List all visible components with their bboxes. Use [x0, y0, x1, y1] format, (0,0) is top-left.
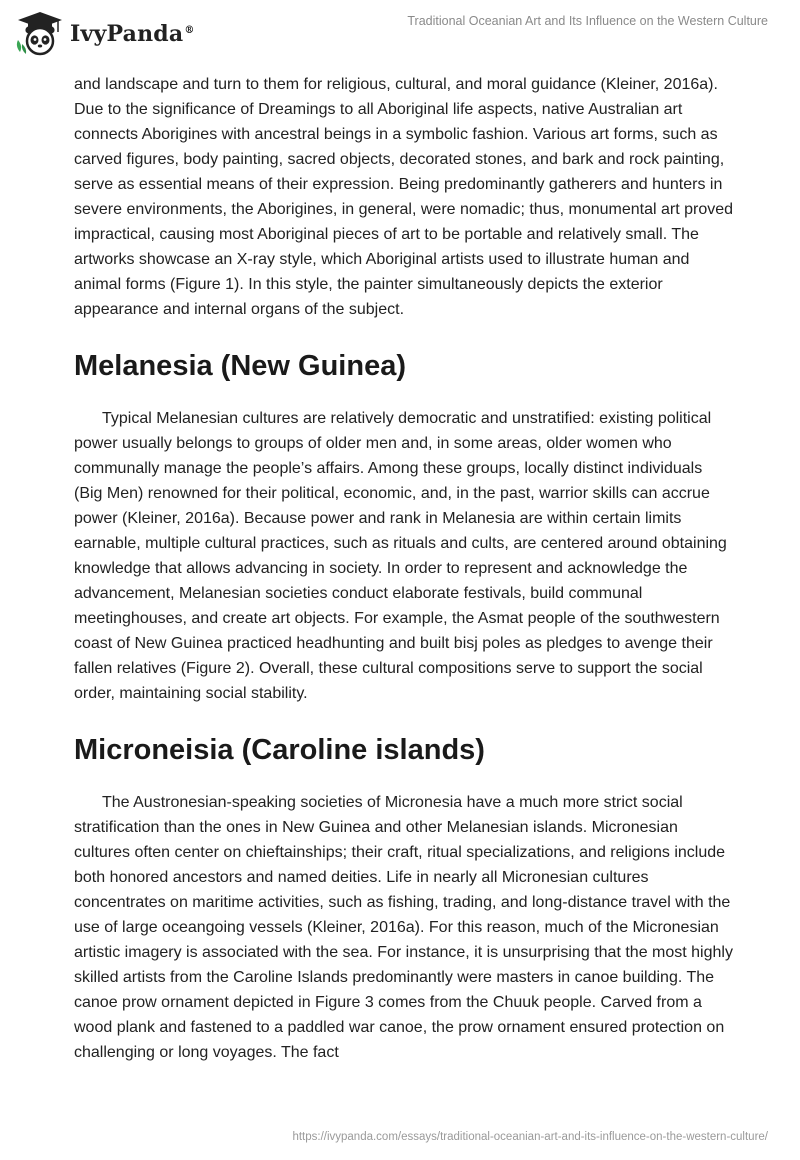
- panda-graduate-icon: [14, 10, 66, 58]
- document-title: Traditional Oceanian Art and Its Influence on the Western Culture: [407, 14, 768, 28]
- essay-content: [74, 72, 734, 1065]
- brand-name: IvyPanda®: [70, 21, 195, 47]
- section-paragraph-melanesia: Typical Melanesian cultures are relatively democratic and unstratified: existing political power usually belongs to groups of older men and, in some areas, older women who communally manage the people’s affairs. Among these groups, locally distinct individuals (Big Men) renowned for their political, economic, and, in the past, warrior skills can accrue power (Kleiner, 2016a). Because power and rank in Melanesia are within certain limits earnable, multiple cultural practices, such as rituals and cults, are centered around obtaining knowledge that allows advancing in society. In order to represent and acknowledge the advancement, Melanesian societies conduct elaborate festivals, build communal meetinghouses, and create art objects. For example, the Asmat people of the southwestern coast of New Guinea practiced headhunting and built bisj poles as pledges to avenge their fallen relatives (Figure 2). Overall, these cultural compositions serve to support the social order, maintaining social stability.: [74, 410, 727, 702]
- intro-paragraph: and landscape and turn to them for religious, cultural, and moral guidance (Kleiner, 2016a). Due to the significance of Dreamings to all Aboriginal life aspects, native Australian art connects Aborigines with ancestral beings in a symbolic fashion. Various art forms, such as carved figures, body painting, sacred objects, decorated stones, and bark and rock painting, serve as essential means of their expression. Being predominantly gatherers and hunters in severe environments, the Aborigines, in general, were nomadic; thus, monumental art proved impractical, causing most Aboriginal pieces of art to be portable and relatively small. The artworks showcase an X-ray style, which Aboriginal artists used to illustrate human and animal forms (Figure 1). In this style, the painter simultaneously depicts the exterior appearance and internal organs of the subject.: [74, 76, 734, 318]
- ivypanda-logo-link[interactable]: [14, 10, 195, 58]
- section-heading-micronesia: Microneisia (Caroline islands): [74, 734, 485, 766]
- section-paragraph-micronesia: The Austronesian-speaking societies of Micronesia have a much more strict social stratification than the ones in New Guinea and other Melanesian islands. Micronesian cultures often center on chieftainships; their craft, ritual specializations, and religions include both honored ancestors and named deities. Life in nearly all Micronesian cultures concentrates on maritime activities, such as fishing, trading, and long-distance travel with the use of large oceangoing vessels (Kleiner, 2016a). For this reason, much of the Micronesian artistic imagery is associated with the sea. For instance, it is unsurprising that the most highly skilled artists from the Caroline Islands predominantly were masters in canoe building. The canoe prow ornament depicted in Figure 3 comes from the Chuuk people. Carved from a wood plank and fastened to a paddled war canoe, the prow ornament ensured protection on challenging or long voyages. The fact: [74, 794, 733, 1061]
- source-url-link[interactable]: https://ivypanda.com/essays/traditional-oceanian-art-and-its-influence-on-the-western-culture/: [292, 1131, 768, 1143]
- page-header: [0, 0, 800, 68]
- registered-mark: ®: [184, 24, 195, 36]
- section-heading-melanesia: Melanesia (New Guinea): [74, 350, 406, 382]
